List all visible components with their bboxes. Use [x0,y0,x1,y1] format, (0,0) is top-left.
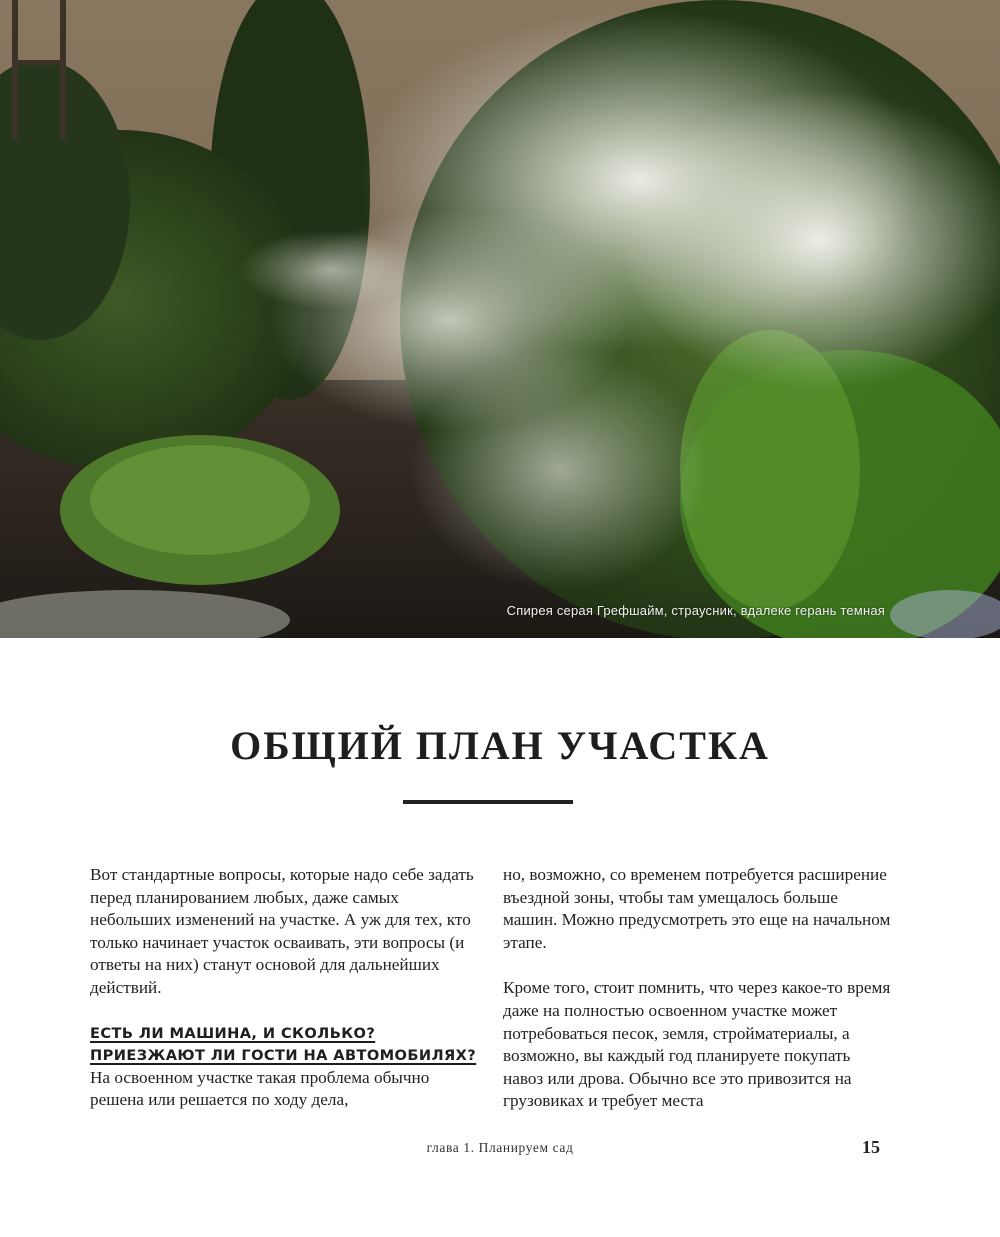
title-divider [403,800,573,804]
question-heading: ЕСТЬ ЛИ МАШИНА, И СКОЛЬКО? ПРИЕЗЖАЮТ ЛИ ГОСТИ НА АВТОМОБИЛЯХ? [90,1024,477,1064]
right-paragraph-1: но, возможно, со временем потребуется расширение въездной зоны, чтобы там умещалось больше машин. Можно предусмотреть это еще на начальном этапе. [503,865,891,952]
answer-paragraph: На освоенном участке такая проблема обычно решена или решается по ходу дела, [90,1067,430,1110]
section-title: ОБЩИЙ ПЛАН УЧАСТКА [230,723,770,768]
left-column [90,864,480,1112]
photo-caption: Спирея серая Грефшайм, страусник, вдалеке герань темная [506,603,885,618]
chapter-running-footer: глава 1. Планируем сад [426,1140,574,1155]
right-paragraph-2: Кроме того, стоит помнить, что через какое-то время даже на полностью освоенном участке может потребоваться песок, земля, стройматериалы, а возможно, вы каждый год планируете покупать навоз или дрова. Обычно все это привозится на грузовиках и требует места [503,978,891,1111]
intro-paragraph: Вот стандартные вопросы, которые надо себе задать перед планированием любых, даже самых небольших изменений на участке. А уж для тех, кто только начинает участок осваивать, эти вопросы (и ответы на них) станут основой для дальнейших действий. [90,865,474,997]
page-number: 15 [862,1137,880,1157]
right-column [503,864,893,1113]
